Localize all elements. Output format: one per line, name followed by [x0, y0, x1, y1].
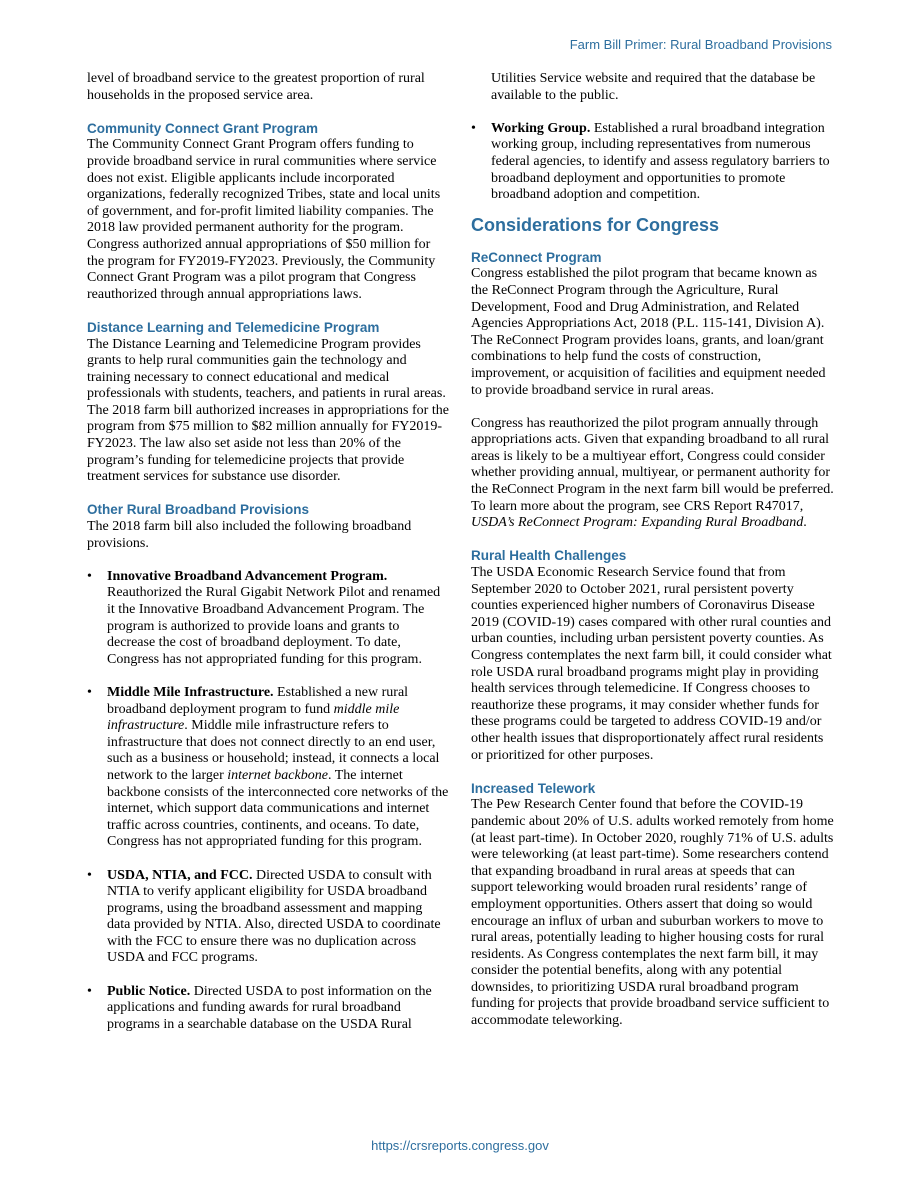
list-item — [87, 984, 449, 1034]
bullet-text: Directed USDA to post information on the applications and funding awards for rural broadband programs in a searchable database on the USDA Rural — [107, 983, 432, 1032]
reconnect-text-2-end: . — [803, 515, 807, 531]
bullet-title: Middle Mile Infrastructure. — [107, 684, 274, 700]
section-heading-other-provisions: Other Rural Broadband Provisions — [87, 502, 310, 518]
bullet-title: Innovative Broadband Advancement Program. — [107, 568, 388, 584]
section-heading-community-connect: Community Connect Grant Program — [87, 120, 319, 136]
bullet-text: Established a new rural broadband deployment program to fund — [107, 684, 409, 717]
bullet-text: . The internet backbone consists of the interconnected core networks of the internet, which support data communications and internet traffic across countries, continents, and oceans. To date, Congress has not appropriated funding for this program. — [107, 767, 449, 850]
term-italic: internet backbone — [227, 767, 328, 783]
intro-continuation: level of broadband service to the greatest proportion of rural households in the proposed service area. — [87, 71, 425, 103]
community-connect-text: The Community Connect Grant Program offers funding to provide broadband service in rural communities where service does not exist. Eligible applicants include incorporated organizations, federally recognized Tribes, state and local units of government, and for-profit limited liability companies. The 2018 law provided permanent authority for the program. Congress authorized annual appropriations of $50 million for the program for FY2019-FY2023. Previously, the Community Connect Grant Program was a pilot program that Congress reauthorized through annual appropriations laws. — [87, 137, 441, 302]
report-title-italic: USDA’s ReConnect Program: Expanding Rural Broadband — [471, 515, 804, 531]
bullet-title: Working Group. — [491, 120, 591, 136]
telework-text: The Pew Research Center found that before the COVID-19 pandemic about 20% of U.S. adults worked remotely from home (at least part-time). In October 2020, roughly 71% of U.S. adults were teleworking (at least part-time). Some researchers contend that expanding broadband in rural areas at speeds that can support teleworking would broaden rural residents’ range of employment opportunities. Others assert that doing so would encourage an influx of urban and suburban workers to move to rural areas, potentially leading to higher housing costs for rural residents. As Congress contemplates the next farm bill, it may consider the potential benefits, along with any potential downsides, to prioritizing USDA rural broadband program funding for projects that provide broadband service sufficient to accommodate teleworking. — [471, 797, 834, 1029]
distance-learning-text: The Distance Learning and Telemedicine Program provides grants to help rural communities gain the technology and training necessary to connect educational and medical professionals with students, teachers, and patients in rural areas. The 2018 farm bill authorized increases in appropriations for the program from $75 million to $82 million annually for FY2019-FY2023. The law also set aside not less than 20% of the program’s funding for telemedicine projects that provide treatment services for substance use disorder. — [87, 336, 449, 485]
list-item — [87, 569, 449, 669]
section-heading-considerations: Considerations for Congress — [471, 214, 720, 235]
list-item — [87, 685, 449, 851]
list-item — [471, 121, 834, 204]
right-column — [471, 71, 834, 1030]
other-provisions-text: The 2018 farm bill also included the following broadband provisions. — [87, 519, 412, 551]
bullet-text: Directed USDA to consult with NTIA to verify applicant eligibility for USDA broadband programs, using the broadband assessment and mapping data provided by NTIA. Also, directed USDA to coordinate with the FCC to ensure there was no duplication across USDA and FCC programs. — [107, 867, 441, 966]
provisions-list — [87, 569, 449, 1034]
bullet-text: Established a rural broadband integration working group, including representatives from numerous federal agencies, to identify and assess regulatory barriers to broadband deployment and opportunities to promote broadband adoption and competition. — [491, 120, 830, 203]
list-item — [87, 868, 449, 968]
bullet-title: USDA, NTIA, and FCC. — [107, 867, 253, 883]
bullet-text: . Middle mile infrastructure refers to infrastructure that does not connect directly to an end user, such as a business or household; instead, it connects a local network to the larger — [107, 718, 440, 783]
term-italic: middle mile infrastructure — [107, 701, 400, 734]
section-heading-rural-health: Rural Health Challenges — [471, 548, 627, 564]
reconnect-text-1: Congress established the pilot program that became known as the ReConnect Program through the Agriculture, Rural Development, Food and Drug Administration, and Related Agencies Appropriations Act, 2018 (P.L. 115-141, Division A). The ReConnect Program provides loans, grants, and loan/grant combinations to help fund the costs of construction, improvement, or acquisition of facilities and equipment needed to provide broadband service in rural areas. — [471, 266, 826, 398]
footer-url[interactable]: https://crsreports.congress.gov — [371, 1138, 549, 1153]
running-head: Farm Bill Primer: Rural Broadband Provisions — [569, 37, 832, 52]
provisions-list-continued — [471, 121, 834, 204]
section-heading-telework: Increased Telework — [471, 780, 596, 796]
rural-health-text: The USDA Economic Research Service found that from September 2020 to October 2021, rural persistent poverty counties experienced higher numbers of Coronavirus Disease 2019 (COVID-19) cases compared with other rural counties and urban counties, including urban persistent poverty counties. As Congress contemplates the next farm bill, it could consider what role USDA rural broadband programs might play in providing health services through telemedicine. If Congress chooses to reauthorize these programs, it may consider whether funds for these programs could be targeted to address COVID-19 and/or other health issues that disproportionately affect rural residents or prioritized for other purposes. — [471, 565, 832, 763]
public-notice-continuation: Utilities Service website and required that the database be available to the public. — [491, 71, 816, 103]
section-heading-distance-learning: Distance Learning and Telemedicine Program — [87, 319, 380, 335]
section-heading-reconnect: ReConnect Program — [471, 249, 602, 265]
reconnect-text-2 — [471, 416, 834, 532]
left-column — [87, 71, 449, 1033]
bullet-text: Reauthorized the Rural Gigabit Network Pilot and renamed it the Innovative Broadband Advancement Program. The program is authorized to provide loans and grants to decrease the cost of broadband deployment. To date, Congress has not appropriated funding for this program. — [107, 585, 441, 667]
bullet-title: Public Notice. — [107, 983, 191, 999]
reconnect-text-2-body: Congress has reauthorized the pilot program annually through appropriations acts. Given that expanding broadband to all rural areas is likely to be a multiyear effort, Congress could consider whether providing annual, multiyear, or permanent authority for the ReConnect Program in the next farm bill would be preferred. To learn more about the program, see CRS Report R47017, — [471, 415, 834, 514]
